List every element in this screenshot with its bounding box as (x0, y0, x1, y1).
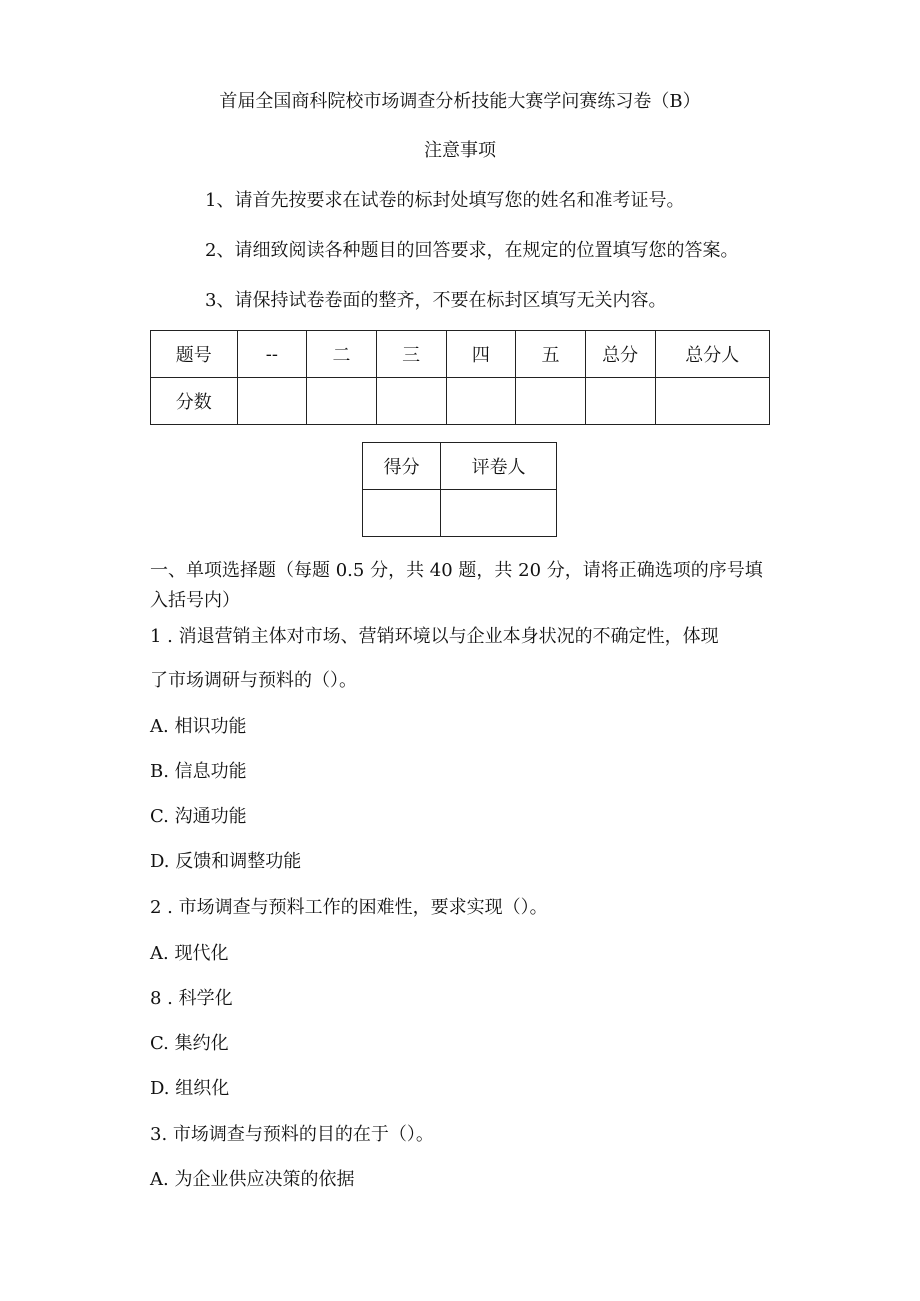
notice-heading: 注意事项 (424, 140, 496, 161)
score-input-cell[interactable] (446, 378, 516, 425)
question-1-line-1: 1 . 消退营销主体对市场、营销环境以与企业本身状况的不确定性，体现 (150, 626, 719, 647)
score-table (150, 330, 770, 425)
question-2: 2 . 市场调查与预料工作的困难性，要求实现（）。 (150, 897, 548, 918)
grader-header-cell: 得分 (363, 443, 441, 490)
grader-header-cell: 评卷人 (441, 443, 557, 490)
question-1-option-b: B. 信息功能 (150, 761, 247, 782)
question-3: 3. 市场调查与预料的目的在于（）。 (150, 1124, 434, 1145)
score-input-cell[interactable] (655, 378, 769, 425)
question-2-option-d: D. 组织化 (150, 1078, 230, 1099)
question-1-option-d: D. 反馈和调整功能 (150, 851, 302, 872)
score-table-value-row (151, 378, 770, 425)
score-header-cell: 总分人 (655, 331, 769, 378)
section-heading-line-2: 入括号内） (150, 590, 240, 611)
score-row-label: 分数 (151, 378, 238, 425)
question-1-option-a: A. 相识功能 (150, 716, 247, 737)
score-header-cell: 三 (376, 331, 446, 378)
score-header-cell: 二 (307, 331, 377, 378)
grader-input-cell[interactable] (363, 490, 441, 537)
notice-item-2: 2、请细致阅读各种题目的回答要求，在规定的位置填写您的答案。 (205, 240, 739, 261)
score-header-cell: 总分 (585, 331, 655, 378)
score-input-cell[interactable] (237, 378, 307, 425)
question-3-option-a: A. 为企业供应决策的依据 (150, 1169, 355, 1190)
section-heading (150, 556, 830, 616)
document-title: 首届全国商科院校市场调查分析技能大赛学问赛练习卷（B） (219, 91, 701, 112)
grader-input-cell[interactable] (441, 490, 557, 537)
score-input-cell[interactable] (376, 378, 446, 425)
score-table-header-row (151, 331, 770, 378)
section-heading-line-1: 一、单项选择题（每题 0.5 分，共 40 题，共 20 分，请将正确选项的序号填 (150, 560, 763, 581)
grader-table-value-row (363, 490, 557, 537)
grader-table-header-row (363, 443, 557, 490)
score-header-cell: 四 (446, 331, 516, 378)
question-2-option-b: 8 . 科学化 (150, 988, 233, 1009)
notice-item-1: 1、请首先按要求在试卷的标封处填写您的姓名和准考证号。 (205, 190, 685, 211)
score-input-cell[interactable] (516, 378, 586, 425)
grader-table (362, 442, 557, 537)
question-2-option-c: C. 集约化 (150, 1033, 229, 1054)
score-header-cell: 五 (516, 331, 586, 378)
score-input-cell[interactable] (307, 378, 377, 425)
score-input-cell[interactable] (585, 378, 655, 425)
question-1-option-c: C. 沟通功能 (150, 806, 247, 827)
notice-item-3: 3、请保持试卷卷面的整齐，不要在标封区填写无关内容。 (205, 290, 667, 311)
question-1-line-2: 了市场调研与预料的（）。 (150, 670, 357, 691)
question-2-option-a: A. 现代化 (150, 943, 229, 964)
score-header-cell: -- (237, 331, 307, 378)
score-header-cell: 题号 (151, 331, 238, 378)
